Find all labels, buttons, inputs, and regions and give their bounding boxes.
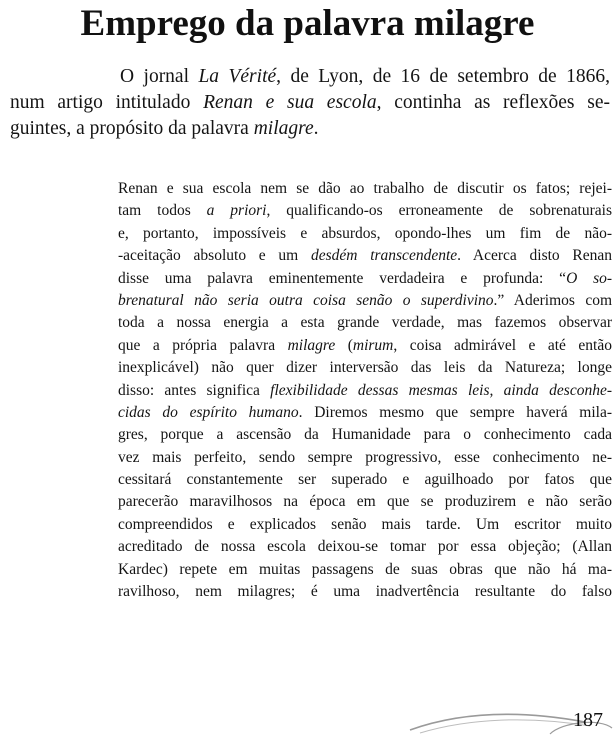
- text-run: Kardec) repete em muitas passagens de suas obras que não há ma-: [118, 560, 612, 578]
- text-run: , continha as reflexões se-: [376, 92, 610, 113]
- italic-text: desdém transcendente: [310, 247, 458, 265]
- text-run: num artigo intitulado: [10, 92, 204, 113]
- text-run: inexplicável) não quer dizer interversão das leis da Natureza; longe: [118, 359, 612, 377]
- italic-text: La Vérité: [198, 66, 277, 87]
- body-line: [118, 335, 612, 357]
- text-run: compreendidos e explicados senão mais tarde. Um escritor muito: [118, 515, 612, 533]
- body-line: [118, 245, 612, 267]
- body-line: [118, 424, 612, 446]
- text-run: toda a nossa energia a esta grande verdade, mas fazemos observar: [118, 314, 612, 332]
- text-run: . Diremos mesmo que sempre haverá mila-: [298, 403, 612, 421]
- text-run: .: [313, 118, 319, 139]
- italic-text: brenatural não seria outra coisa senão o superdivino: [118, 291, 494, 309]
- body-line: [118, 178, 612, 200]
- text-run: disse uma palavra eminentemente verdadeira e profunda: “: [118, 269, 567, 287]
- text-run: disso: antes significa: [118, 381, 271, 399]
- intro-line: [10, 64, 610, 90]
- page-number: 187: [573, 709, 603, 731]
- text-run: O jornal: [120, 66, 199, 87]
- text-run: cessitará constantemente ser superado e aguilhoado por fatos que: [118, 471, 612, 489]
- italic-text: mirum: [352, 336, 394, 354]
- text-run: guintes, a propósito da palavra: [10, 118, 254, 139]
- text-run: . Acerca disto Renan: [457, 247, 612, 265]
- page-title: Emprego da palavra milagre: [80, 3, 535, 44]
- body-line: [118, 447, 612, 469]
- body-line: [118, 514, 612, 536]
- text-run: e, portanto, impossíveis e absurdos, opondo-lhes um fim de não-: [118, 224, 612, 242]
- italic-text: a priori: [206, 202, 267, 220]
- italic-text: Renan e sua escola: [203, 92, 377, 113]
- text-run: , coisa admirável e até então: [393, 336, 612, 354]
- text-run: gres, porque a ascensão da Humanidade para o conhecimento cada: [118, 426, 612, 444]
- intro-line: [10, 116, 610, 142]
- intro-paragraph: [10, 64, 610, 142]
- italic-text: milagre: [287, 336, 336, 354]
- italic-text: flexibilidade dessas mesmas leis, ainda desconhe-: [270, 381, 612, 399]
- body-line: [118, 223, 612, 245]
- text-run: (: [335, 336, 353, 354]
- intro-line: [10, 90, 610, 116]
- italic-text: cidas do espírito humano: [118, 403, 299, 421]
- text-run: , qualificando-os erroneamente de sobrenaturais: [266, 202, 612, 220]
- text-run: Renan e sua escola nem se dão ao trabalho de discutir os fatos; rejei-: [118, 180, 612, 197]
- body-line: [118, 581, 612, 603]
- quoted-paragraph: [118, 178, 612, 603]
- body-line: [118, 312, 612, 334]
- body-line: [118, 491, 612, 513]
- text-run: tam todos: [118, 202, 207, 220]
- text-run: ravilhoso, nem milagres; é uma inadvertência resultante do falso: [118, 583, 612, 601]
- body-line: [118, 290, 612, 312]
- italic-text: milagre: [253, 118, 314, 139]
- text-run: , de Lyon, de 16 de setembro de 1866,: [276, 66, 610, 87]
- text-run: parecerão maravilhosos na época em que se produzirem e não serão: [118, 493, 612, 511]
- text-run: -aceitação absoluto e um: [118, 247, 311, 265]
- body-line: [118, 357, 612, 379]
- body-line: [118, 402, 612, 424]
- text-run: .” Aderimos com: [493, 291, 612, 309]
- body-line: [118, 536, 612, 558]
- text-run: acreditado de nossa escola deixou-se tomar por essa objeção; (Allan: [118, 538, 612, 556]
- text-run: vez mais perfeito, sendo sempre progressivo, esse conhecimento ne-: [118, 448, 612, 466]
- italic-text: O so-: [566, 269, 612, 287]
- body-line: [118, 268, 612, 290]
- body-line: [118, 469, 612, 491]
- body-line: [118, 559, 612, 581]
- body-line: [118, 200, 612, 222]
- body-line: [118, 380, 612, 402]
- text-run: que a própria palavra: [118, 336, 288, 354]
